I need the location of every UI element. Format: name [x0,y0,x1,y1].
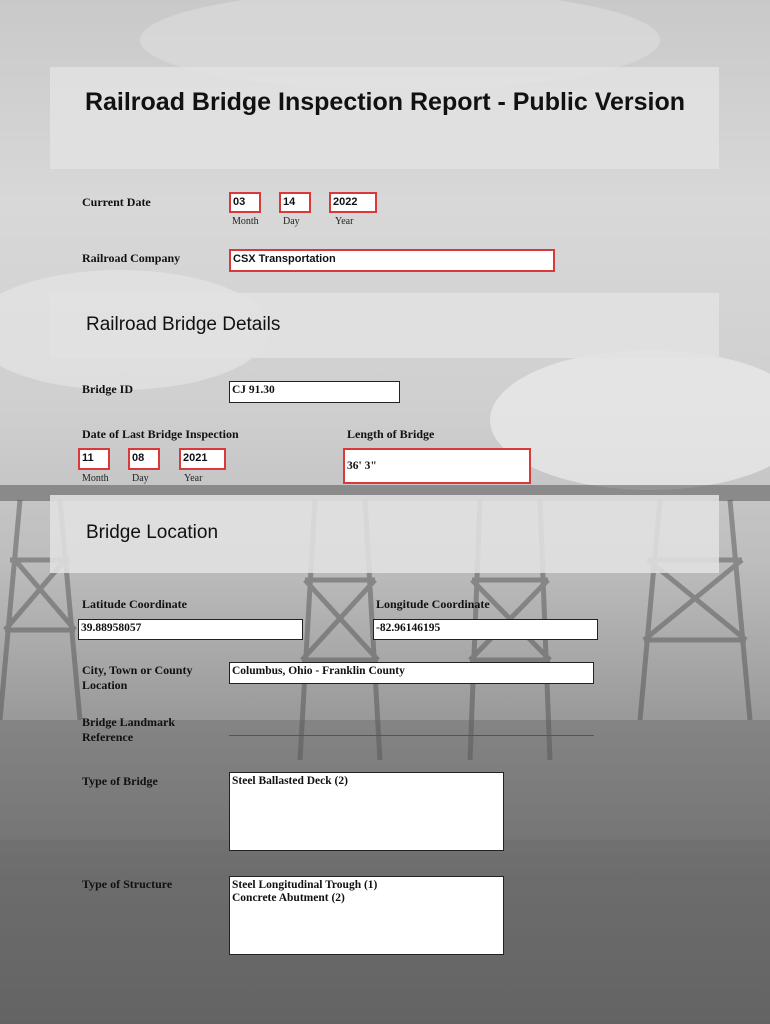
landmark-label: Bridge Landmark Reference [82,715,176,744]
last-inspection-day-caption: Day [132,473,149,484]
structure-type-field[interactable]: Steel Longitudinal Trough (1) Concrete Abutment (2) [229,876,504,955]
railroad-company-field[interactable]: CSX Transportation [229,249,555,272]
latitude-field[interactable]: 39.88958057 [78,619,303,640]
details-section-title: Railroad Bridge Details [86,314,281,335]
landmark-field-underline[interactable] [229,735,594,736]
last-inspection-label: Date of Last Bridge Inspection [82,427,239,441]
current-date-year-field[interactable]: 2022 [329,192,377,213]
location-section-title: Bridge Location [86,522,219,543]
current-date-month-field[interactable]: 03 [229,192,261,213]
latitude-label: Latitude Coordinate [82,597,187,611]
bridge-type-label: Type of Bridge [82,774,158,788]
current-date-day-field[interactable]: 14 [279,192,311,213]
longitude-field[interactable]: -82.96146195 [373,619,598,640]
last-inspection-month-field[interactable]: 11 [78,448,110,470]
page-title: Railroad Bridge Inspection Report - Public Version [84,88,686,116]
bridge-id-label: Bridge ID [82,382,133,396]
last-inspection-year-field[interactable]: 2021 [179,448,226,470]
bridge-id-field[interactable]: CJ 91.30 [229,381,400,403]
length-label: Length of Bridge [347,427,435,441]
length-field[interactable]: 36' 3" [343,448,531,484]
railroad-company-label: Railroad Company [82,251,181,265]
current-date-day-caption: Day [283,216,300,227]
current-date-year-caption: Year [335,216,354,227]
title-band [50,67,719,169]
last-inspection-day-field[interactable]: 08 [128,448,160,470]
current-date-label: Current Date [82,195,151,209]
longitude-label: Longitude Coordinate [376,597,490,611]
city-label: City, Town or County Location [82,663,193,692]
current-date-month-caption: Month [232,216,259,227]
structure-type-label: Type of Structure [82,877,173,891]
last-inspection-month-caption: Month [82,473,109,484]
bridge-type-field[interactable]: Steel Ballasted Deck (2) [229,772,504,851]
city-field[interactable]: Columbus, Ohio - Franklin County [229,662,594,684]
last-inspection-year-caption: Year [184,473,203,484]
